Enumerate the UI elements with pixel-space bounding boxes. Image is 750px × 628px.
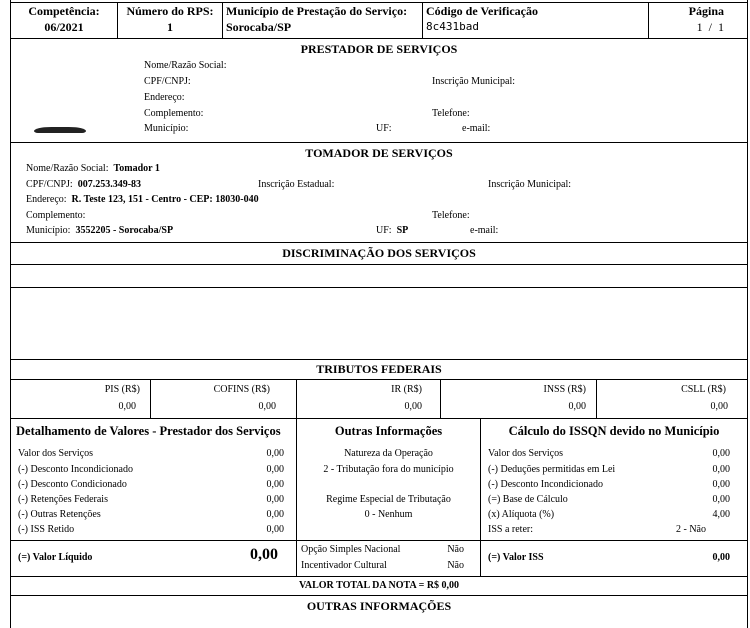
tomador-cpf-value: 007.253.349-83: [77, 179, 142, 190]
natureza-label: Natureza da Operação: [344, 448, 433, 459]
tomador-inscricao-estadual-label: Inscrição Estadual:: [258, 179, 335, 190]
issqn-row-value: 0,00: [712, 494, 730, 505]
tomador-cpf-label: CPF/CNPJ:: [26, 179, 73, 190]
tomador-uf: [376, 225, 408, 236]
tributo-pis-value: 0,00: [118, 401, 136, 412]
tomador-uf-label: UF:: [376, 225, 392, 236]
prestador-telefone-label: Telefone:: [432, 108, 470, 119]
issqn-row-label: (-) Desconto Incondicionado: [488, 479, 603, 490]
detalhamento-row-label: (-) Desconto Condicionado: [18, 479, 127, 490]
prestador-cpf-label: CPF/CNPJ:: [144, 76, 191, 87]
issqn-row-label: (=) Base de Cálculo: [488, 494, 568, 505]
issqn-row-value: 0,00: [712, 448, 730, 459]
tomador-complemento-label: Complemento:: [26, 210, 86, 221]
tributo-csll-value: 0,00: [710, 401, 728, 412]
tomador-municipio-label: Município:: [26, 225, 71, 236]
incentivador-value: Não: [447, 560, 464, 571]
valor-liquido-value: 0,00: [250, 546, 278, 563]
tributo-ir-value: 0,00: [404, 401, 422, 412]
codigo-verificacao-value: 8c431bad: [426, 20, 479, 33]
tributos-title: TRIBUTOS FEDERAIS: [316, 362, 442, 376]
prestador-logo: [34, 127, 86, 133]
issqn-row-label: ISS a reter:: [488, 524, 533, 535]
codigo-verificacao-label: Código de Verificação: [426, 4, 538, 18]
valor-iss-value: 0,00: [712, 552, 730, 563]
tomador-municipio: [26, 225, 173, 236]
detalhamento-title: Detalhamento de Valores - Prestador dos Serviços: [16, 424, 281, 438]
tomador-nome: [26, 163, 160, 174]
issqn-row-label: Valor dos Serviços: [488, 448, 563, 459]
detalhamento-row-value: 0,00: [266, 464, 284, 475]
issqn-row-label: (-) Deduções permitidas em Lei: [488, 464, 616, 475]
tomador-nome-label: Nome/Razão Social:: [26, 163, 109, 174]
valor-iss-label: (=) Valor ISS: [488, 552, 544, 563]
detalhamento-row-label: (-) Retenções Federais: [18, 494, 108, 505]
outras-info-title: Outras Informações: [334, 424, 443, 438]
valor-liquido-label: (=) Valor Líquido: [18, 552, 93, 563]
tributo-cofins-label: COFINS (R$): [213, 384, 270, 395]
rps-label: Número do RPS:: [126, 4, 214, 18]
simples-value: Não: [447, 544, 464, 555]
issqn-title: Cálculo do ISSQN devido no Município: [508, 424, 720, 438]
tomador-inscricao-municipal-label: Inscrição Municipal:: [488, 179, 572, 190]
natureza-value: 2 - Tributação fora do município: [323, 464, 454, 475]
detalhamento-row-label: (-) Desconto Incondicionado: [18, 464, 133, 475]
detalhamento-row-label: (-) ISS Retido: [18, 524, 75, 535]
detalhamento-row-label: (-) Outras Retenções: [18, 509, 101, 520]
tributo-pis-label: PIS (R$): [104, 384, 140, 395]
detalhamento-row-value: 0,00: [266, 448, 284, 459]
detalhamento-row-label: Valor dos Serviços: [18, 448, 93, 459]
municipio-prestacao-label: Município de Prestação do Serviço:: [226, 4, 408, 18]
pagina-label: Página: [688, 4, 724, 18]
rps-value: 1: [167, 20, 173, 34]
competencia-value: 06/2021: [44, 20, 84, 34]
prestador-email-label: e-mail:: [462, 123, 491, 134]
tomador-municipio-value: 3552205 - Sorocaba/SP: [75, 225, 174, 236]
issqn-row-value: 4,00: [712, 509, 730, 520]
prestador-title: PRESTADOR DE SERVIÇOS: [300, 42, 458, 56]
competencia-label: Competência:: [28, 4, 100, 18]
issqn-row-label: (x) Alíquota (%): [488, 509, 555, 520]
issqn-row-value: 0,00: [712, 479, 730, 490]
prestador-inscricao-municipal-label: Inscrição Municipal:: [432, 76, 516, 87]
prestador-nome-label: Nome/Razão Social:: [144, 60, 227, 71]
prestador-complemento-label: Complemento:: [144, 108, 204, 119]
detalhamento-row-value: 0,00: [266, 509, 284, 520]
tomador-email-label: e-mail:: [470, 225, 499, 236]
issqn-row-value: 2 - Não: [676, 524, 706, 535]
issqn-row-value: 0,00: [712, 464, 730, 475]
tomador-nome-value: Tomador 1: [113, 163, 160, 174]
regime-value: 0 - Nenhum: [364, 509, 413, 520]
tributo-csll-label: CSLL (R$): [681, 384, 726, 395]
tomador-telefone-label: Telefone:: [432, 210, 470, 221]
tributo-ir-label: IR (R$): [391, 384, 422, 395]
regime-label: Regime Especial de Tributação: [326, 494, 451, 505]
pagina-value: 1 / 1: [696, 20, 724, 34]
prestador-uf-label: UF:: [376, 123, 392, 134]
incentivador-label: Incentivador Cultural: [301, 560, 387, 571]
municipio-prestacao-value: Sorocaba/SP: [226, 20, 292, 34]
tomador-title: TOMADOR DE SERVIÇOS: [305, 146, 453, 160]
valor-total-nota: VALOR TOTAL DA NOTA = R$ 0,00: [298, 580, 460, 591]
prestador-endereco-label: Endereço:: [144, 92, 185, 103]
simples-label: Opção Simples Nacional: [301, 544, 401, 555]
tomador-uf-value: SP: [396, 225, 409, 236]
outras-informacoes-title: OUTRAS INFORMAÇÕES: [306, 599, 452, 613]
tomador-endereco-label: Endereço:: [26, 194, 67, 205]
tributo-inss-label: INSS (R$): [543, 384, 586, 395]
tomador-cpf: [26, 179, 141, 190]
tributo-inss-value: 0,00: [568, 401, 586, 412]
detalhamento-row-value: 0,00: [266, 524, 284, 535]
detalhamento-row-value: 0,00: [266, 494, 284, 505]
prestador-municipio-label: Município:: [144, 123, 189, 134]
tributo-cofins-value: 0,00: [258, 401, 276, 412]
tomador-endereco: [26, 194, 259, 205]
discriminacao-title: DISCRIMINAÇÃO DOS SERVIÇOS: [282, 246, 476, 260]
tomador-endereco-value: R. Teste 123, 151 - Centro - CEP: 18030-040: [71, 194, 259, 205]
detalhamento-row-value: 0,00: [266, 479, 284, 490]
